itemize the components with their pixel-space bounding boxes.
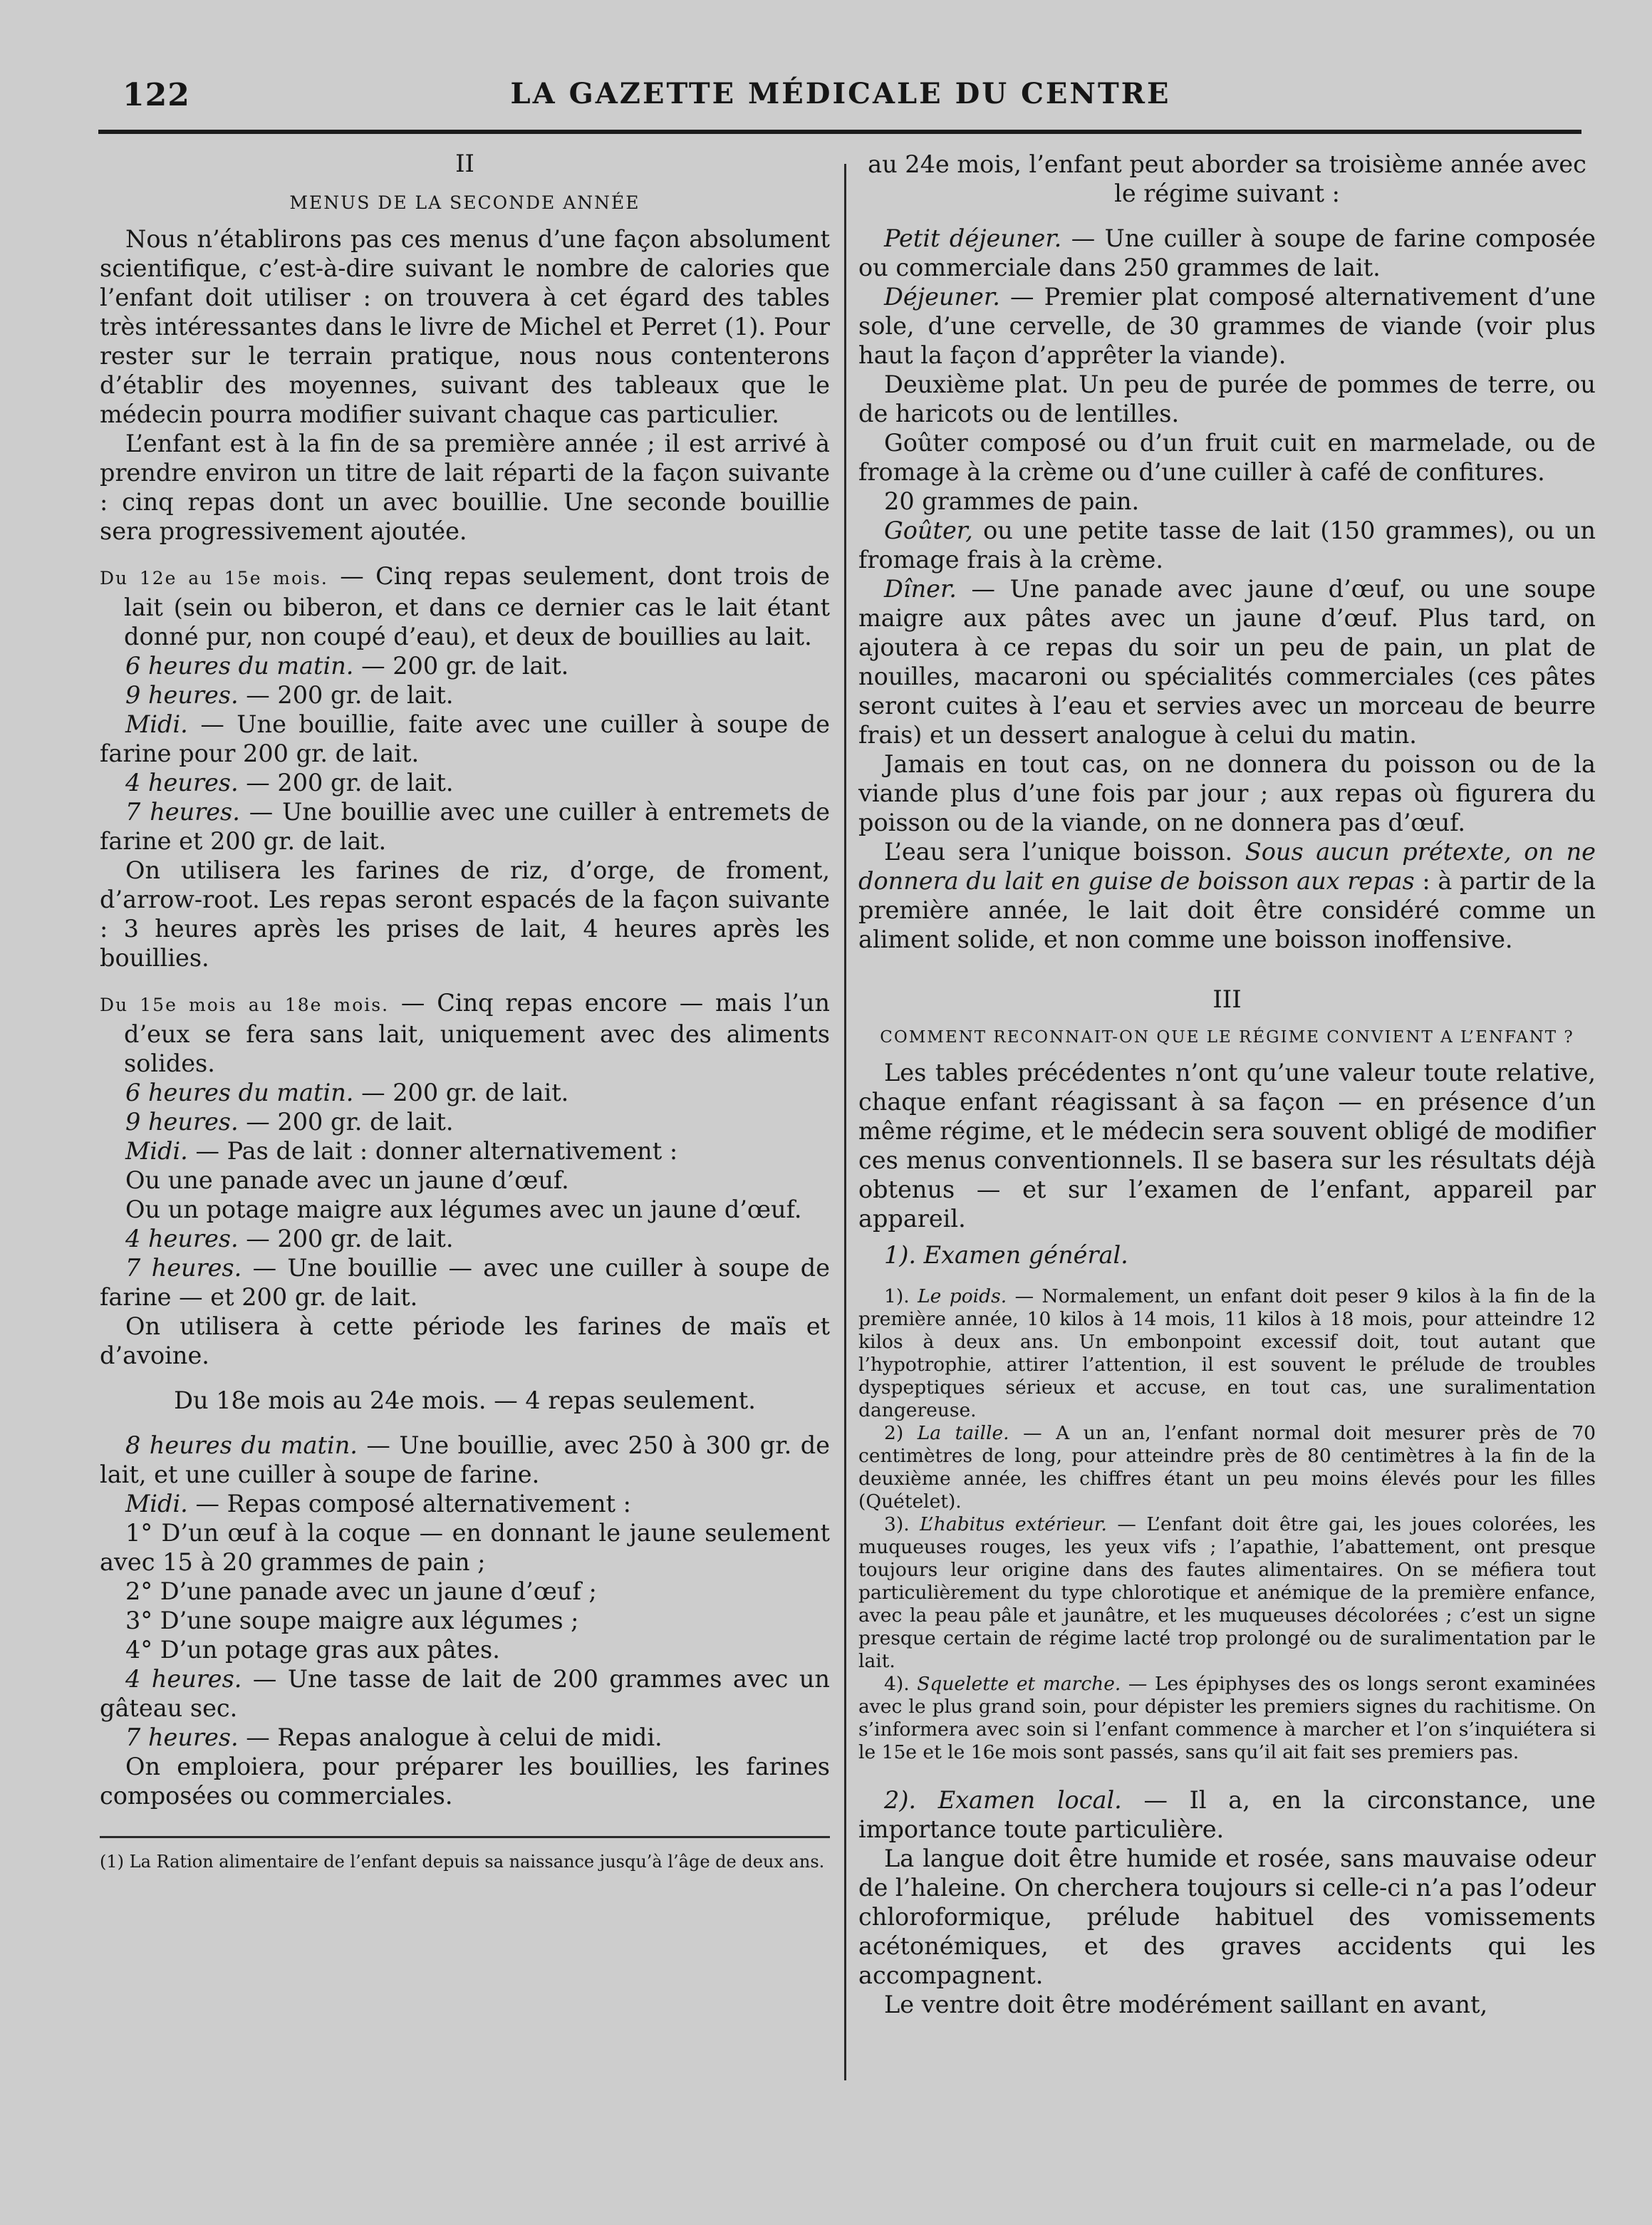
header-rule	[98, 130, 1581, 134]
meal-line: Jamais en tout cas, on ne donnera du poisson ou de la viande plus d’une fois par jour ; aux repas où figurera du poisson ou de la viande, on ne donnera pas d’œuf.	[858, 750, 1596, 836]
notes-block	[858, 1285, 1596, 1764]
water-paragraph: L’eau sera l’unique boisson. Sous aucun prétexte, on ne donnera du lait en guise de boisson aux repas : à partir de la première année, le lait doit être considéré comme un aliment solide, et non comme une boisson inoffensive.	[858, 838, 1596, 953]
paragraph: On utilisera à cette période les farines de maïs et d’avoine.	[100, 1312, 830, 1369]
running-header	[100, 77, 1581, 117]
meal-line: 6 heures du matin. — 200 gr. de lait.	[125, 1079, 569, 1106]
meal-line: Deuxième plat. Un peu de purée de pommes de terre, ou de haricots ou de lentilles.	[858, 370, 1596, 427]
option-line: Ou une panade avec un jaune d’œuf.	[125, 1166, 569, 1194]
meal-line: Déjeuner. — Premier plat composé alternativement d’une sole, d’une cervelle, de 30 grammes de viande (voir plus haut la façon d’apprêter la viande).	[858, 283, 1596, 369]
meal-line: 4 heures. — Une tasse de lait de 200 grammes avec un gâteau sec.	[100, 1665, 830, 1722]
section-title-menus: MENUS DE LA SECONDE ANNÉE	[289, 192, 640, 213]
option-line: 1° D’un œuf à la coque — en donnant le jaune seulement avec 15 à 20 grammes de pain ;	[100, 1519, 830, 1576]
period-lead: Du 12e au 15e mois.	[100, 568, 328, 588]
meal-line: 9 heures. — 200 gr. de lait.	[125, 681, 454, 709]
note-skeleton: 4). Squelette et marche. — Les épiphyses des os longs seront examinées avec le plus grand soin, pour dépister les premiers signes du rachitisme. On s’informera avec soin si l’enfant commence à marcher et l’on s’inquiétera si le 15e et le 16e mois sont passés, sans qu’il ait fait ses premiers pas.	[858, 1673, 1596, 1763]
meal-line: 7 heures. — Une bouillie avec une cuiller à entremets de farine et 200 gr. de lait.	[100, 798, 830, 855]
right-column	[858, 150, 1596, 2019]
page-number: 122	[123, 77, 190, 113]
meal-line: Petit déjeuner. — Une cuiller à soupe de farine composée ou commerciale dans 250 grammes de lait.	[858, 224, 1596, 281]
meal-line: Goûter, ou une petite tasse de lait (150 grammes), ou un fromage frais à la crème.	[858, 517, 1596, 574]
footnote: (1) La Ration alimentaire de l’enfant depuis sa naissance jusqu’à l’âge de deux ans.	[100, 1852, 825, 1872]
exam-general-heading: 1). Examen général.	[884, 1241, 1128, 1269]
paragraph: Nous n’établirons pas ces menus d’une façon absolument scientifique, c’est-à-dire suivant le nombre de calories que l’enfant doit utiliser : on trouvera à cet égard des tables très intéressantes dans le livre de Michel et Perret (1). Pour rester sur le terrain pratique, nous nous contenterons d’établir des moyennes, suivant des tableaux que le médecin pourra modifier suivant chaque cas particulier.	[100, 225, 830, 428]
paragraph: L’enfant est à la fin de sa première année ; il est arrivé à prendre environ un titre de lait réparti de la façon suivante : cinq repas dont un avec bouillie. Une seconde bouillie sera progressivement ajoutée.	[100, 430, 830, 545]
option-line: 2° D’une panade avec un jaune d’œuf ;	[125, 1577, 597, 1605]
period-15-18: Du 15e mois au 18e mois. — Cinq repas encore — mais l’un d’eux se fera sans lait, uniquement avec des aliments solides.	[100, 989, 830, 1077]
meal-line: Midi. — Une bouillie, faite avec une cuiller à soupe de farine pour 200 gr. de lait.	[100, 710, 830, 767]
meal-line: Goûter composé ou d’un fruit cuit en marmelade, ou de fromage à la crème ou d’une cuiller à café de confitures.	[858, 429, 1596, 486]
meal-line: 20 grammes de pain.	[884, 487, 1140, 515]
footnote-rule	[100, 1836, 830, 1838]
meal-line: 7 heures. — Une bouillie — avec une cuiller à soupe de farine — et 200 gr. de lait.	[100, 1254, 831, 1311]
note-habitus: 3). L’habitus extérieur. — L’enfant doit être gai, les joues colorées, les muqueuses rouges, les yeux vifs ; l’apathie, l’abattement, ont presque toujours leur origine dans des fautes alimentaires. On se méfiera tout particulièrement du type chlorotique et anémique de la première enfance, avec la peau pâle et jaunâtre, et les muqueuses décolorées ; c’est un signe presque certain de régime lacté trop prolongé ou de suralimentation par le lait.	[858, 1513, 1596, 1672]
paragraph: Les tables précédentes n’ont qu’une valeur toute relative, chaque enfant réagissant à sa façon — en présence d’un même régime, et le médecin sera souvent obligé de modifier ces menus conventionnels. Il se basera sur les résultats déjà obtenus — et sur l’examen de l’enfant, appareil par appareil.	[858, 1059, 1596, 1233]
period-18-24-heading: Du 18e mois au 24e mois. — 4 repas seulement.	[174, 1386, 756, 1414]
journal-title: LA GAZETTE MÉDICALE DU CENTRE	[510, 77, 1171, 110]
meal-line: 9 heures. — 200 gr. de lait.	[125, 1108, 454, 1136]
section-numeral-ii: II	[455, 150, 474, 178]
paragraph: On emploiera, pour préparer les bouillies, les farines composées ou commerciales.	[100, 1753, 830, 1810]
paragraph: On utilisera les farines de riz, d’orge, de froment, d’arrow-root. Les repas seront espacés de la façon suivante : 3 heures après les prises de lait, 4 heures après les bouillies.	[100, 856, 830, 972]
section-title-regime: COMMENT RECONNAIT-ON QUE LE RÉGIME CONVIENT A L’ENFANT ?	[880, 1028, 1574, 1047]
period-12-15: Du 12e au 15e mois. — Cinq repas seulement, dont trois de lait (sein ou biberon, et dans ce dernier cas le lait étant donné pur, non coupé d’eau), et deux de bouillies au lait.	[100, 562, 830, 650]
exam-local: 2). Examen local. — Il a, en la circonstance, une importance toute particulière.	[858, 1786, 1596, 1843]
intro-24-months: au 24e mois, l’enfant peut aborder sa troisième année avec le régime suivant :	[868, 150, 1586, 207]
meal-line: Dîner. — Une panade avec jaune d’œuf, ou une soupe maigre aux pâtes avec un jaune d’œuf. Plus tard, on ajoutera à ce repas du soir un peu de pain, un plat de nouilles, macaroni ou spécialités commerciales (ces pâtes seront cuites à l’eau et servies avec un morceau de beurre frais) et un dessert analogue à celui du matin.	[858, 575, 1596, 749]
meal-line: 4 heures. — 200 gr. de lait.	[125, 769, 454, 797]
meal-line: 8 heures du matin. — Une bouillie, avec 250 à 300 gr. de lait, et une cuiller à soupe de farine.	[100, 1431, 830, 1488]
paragraph: Le ventre doit être modérément saillant en avant,	[884, 1991, 1488, 2018]
meal-line: Midi. — Repas composé alternativement :	[125, 1490, 631, 1518]
meal-line: 6 heures du matin. — 200 gr. de lait.	[125, 652, 569, 680]
option-line: 4° D’un potage gras aux pâtes.	[125, 1636, 500, 1664]
note-height: 2) La taille. — A un an, l’enfant normal doit mesurer près de 70 centimètres de long, pour atteindre près de 80 centimètres à la fin de la deuxième année, les chiffres étant un peu moins élevés pour les filles (Quételet).	[858, 1422, 1596, 1513]
section-numeral-iii: III	[1212, 985, 1242, 1014]
note-weight: 1). Le poids. — Normalement, un enfant doit peser 9 kilos à la fin de la première année, 10 kilos à 14 mois, 11 kilos à 18 mois, pour atteindre 12 kilos à deux ans. Un embonpoint excessif doit, tout autant que l’hypotrophie, attirer l’attention, il est souvent le prélude de troubles dyspeptiques sérieux et accuse, en tout cas, une suralimentation dangereuse.	[858, 1285, 1596, 1421]
option-line: 3° D’une soupe maigre aux légumes ;	[125, 1607, 579, 1634]
column-divider	[844, 164, 846, 2080]
left-column	[100, 150, 830, 1872]
option-line: Ou un potage maigre aux légumes avec un jaune d’œuf.	[125, 1196, 802, 1223]
meal-line: 4 heures. — 200 gr. de lait.	[125, 1225, 454, 1252]
paragraph: La langue doit être humide et rosée, sans mauvaise odeur de l’haleine. On cherchera toujours si celle-ci n’a pas l’odeur chloroformique, prélude habituel des vomissements acétonémiques, et des graves accidents qui les accompagnent.	[858, 1845, 1596, 1989]
meal-line: Midi. — Pas de lait : donner alternativement :	[125, 1137, 678, 1165]
meal-line: 7 heures. — Repas analogue à celui de midi.	[125, 1723, 663, 1751]
